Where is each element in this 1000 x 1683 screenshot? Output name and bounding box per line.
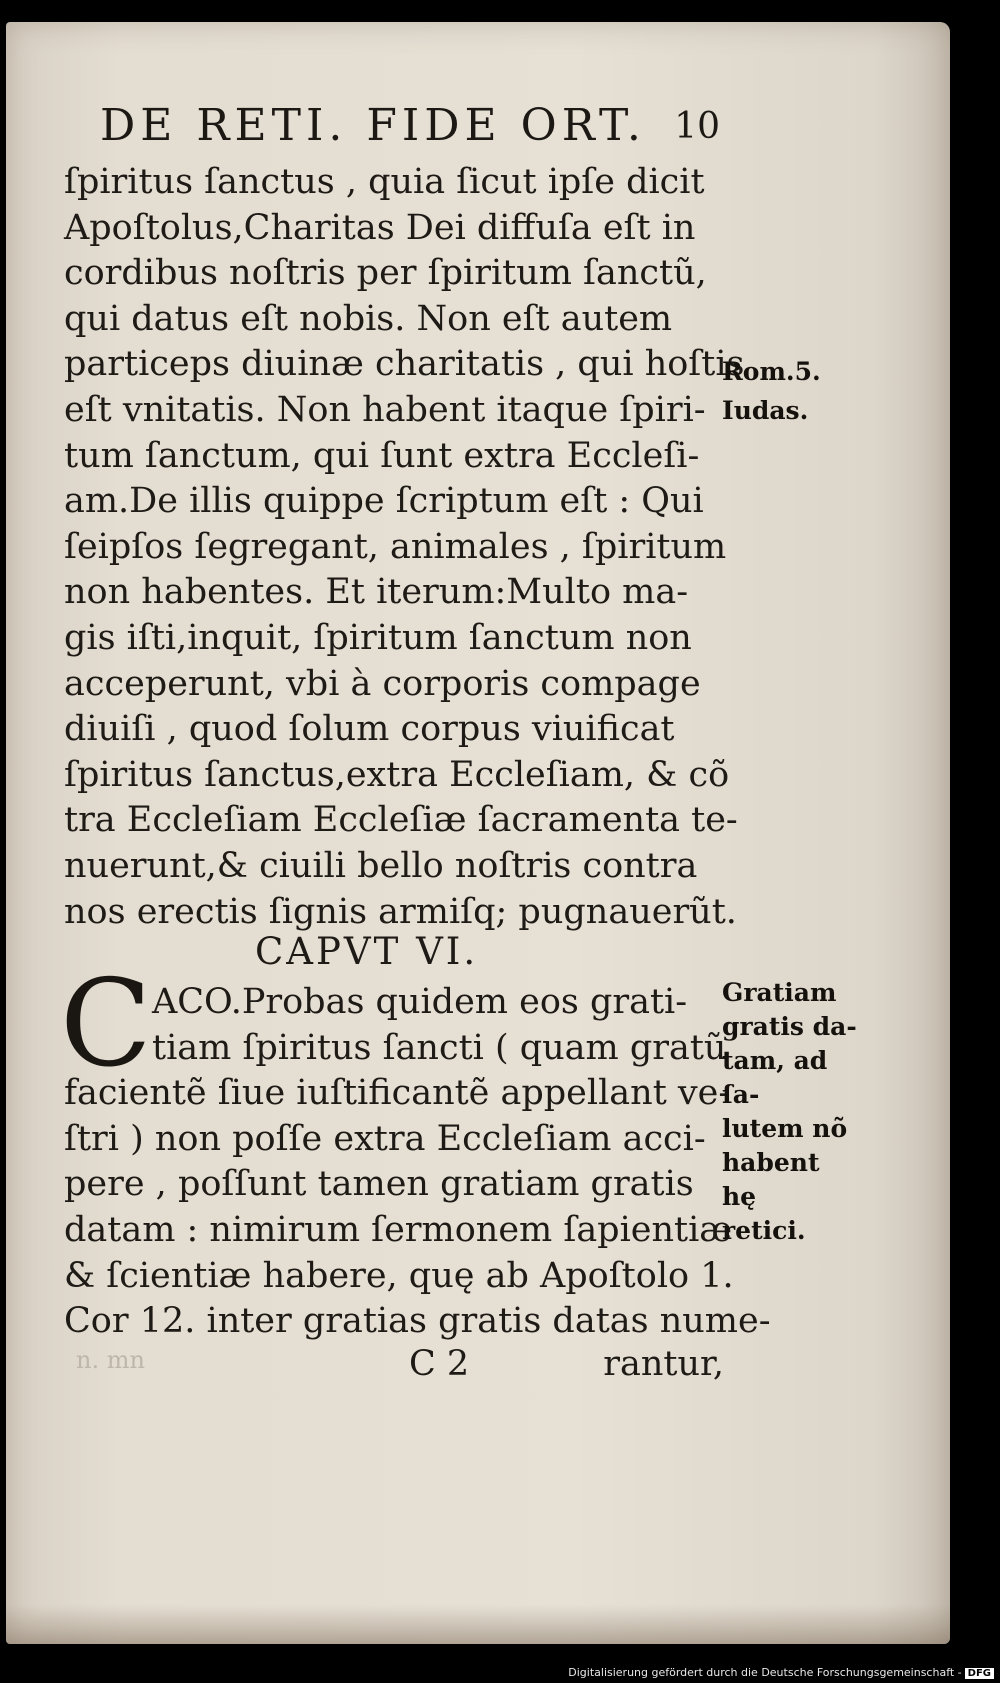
text-line: ſpiritus ſanctus , quia ſicut ipſe dicit bbox=[64, 162, 705, 202]
running-title: DE RETI. FIDE ORT. bbox=[100, 100, 646, 151]
chapter-heading: CAPVT VI. bbox=[255, 930, 479, 973]
text-line: cordibus noſtris per ſpiritum ſanctũ, bbox=[64, 253, 707, 294]
text-line: acceperunt, vbi à corporis compage bbox=[64, 663, 701, 704]
text-line: datam : nimirum ſermonem ſapientiæ bbox=[64, 1209, 733, 1250]
margin-note-line: Gratiam bbox=[722, 978, 837, 1007]
text-line: ACO.Probas quidem eos grati- bbox=[152, 982, 688, 1022]
margin-note-line: tam, ad ſa- bbox=[722, 1046, 828, 1109]
text-line: Apoſtolus,Charitas Dei diffuſa eſt in bbox=[64, 207, 696, 248]
margin-note-line: retici. bbox=[722, 1216, 806, 1245]
text-line: facientẽ ſiue iuſtificantẽ appellant ve- bbox=[64, 1073, 731, 1114]
margin-note-line: lutem nõ bbox=[722, 1114, 848, 1143]
margin-note-line: habent hę bbox=[722, 1148, 820, 1211]
page-number: 10 bbox=[674, 106, 720, 147]
text-line: tiam ſpiritus ſancti ( quam gratũ bbox=[152, 1027, 727, 1068]
margin-note-iudas: Iudas. bbox=[722, 396, 809, 425]
text-line: ſpiritus ſanctus,extra Eccleſiam, & cõ bbox=[64, 754, 730, 795]
running-header bbox=[100, 100, 720, 160]
credit-text: Digitalisierung gefördert durch die Deutsche Forschungsgemeinschaft - bbox=[568, 1666, 962, 1679]
margin-note-rom: Rom.5. bbox=[722, 357, 821, 386]
digitization-credit bbox=[568, 1666, 994, 1679]
text-line: pere , poſſunt tamen gratiam gratis bbox=[64, 1164, 694, 1205]
text-line: tra Eccleſiam Eccleſiæ ſacramenta te- bbox=[64, 800, 738, 841]
dfg-logo: DFG bbox=[965, 1668, 994, 1679]
text-line: diuiſi , quod ſolum corpus viuificat bbox=[64, 709, 675, 750]
text-line: eſt vnitatis. Non habent itaque ſpiri- bbox=[64, 389, 706, 430]
text-line: tum ſanctum, qui ſunt extra Eccleſi- bbox=[64, 435, 700, 476]
text-line: nos erectis ſignis armiſq; pugnauerũt. bbox=[64, 891, 737, 932]
signature-mark: C 2 bbox=[409, 1344, 470, 1384]
text-line: gis iſti,inquit, ſpiritum ſanctum non bbox=[64, 617, 692, 658]
text-line: qui datus eſt nobis. Non eſt autem bbox=[64, 298, 673, 339]
margin-note-gratiam bbox=[722, 976, 862, 1248]
text-line: ſtri ) non poſſe extra Eccleſiam acci- bbox=[64, 1118, 706, 1159]
text-line: non habentes. Et iterum:Multo ma- bbox=[64, 572, 689, 613]
page-footer bbox=[64, 1344, 724, 1390]
margin-note-line: gratis da- bbox=[722, 1012, 857, 1041]
main-text-block bbox=[64, 160, 745, 935]
catchword: rantur, bbox=[603, 1344, 724, 1384]
faded-offset-text: n. mn bbox=[76, 1346, 145, 1374]
text-line: nuerunt,& ciuili bello noſtris contra bbox=[64, 845, 698, 886]
text-line: & ſcientiæ habere, quę ab Apoſtolo 1. bbox=[64, 1255, 734, 1296]
text-line: Cor 12. inter gratias gratis datas nume- bbox=[64, 1301, 771, 1342]
drop-cap-initial: C bbox=[60, 955, 152, 1094]
text-line: ſeipſos ſegregant, animales , ſpiritum bbox=[64, 526, 727, 567]
text-line: am.De illis quippe ſcriptum eſt : Qui bbox=[64, 481, 704, 522]
text-line: particeps diuinæ charitatis , qui hoſtis bbox=[64, 344, 745, 385]
